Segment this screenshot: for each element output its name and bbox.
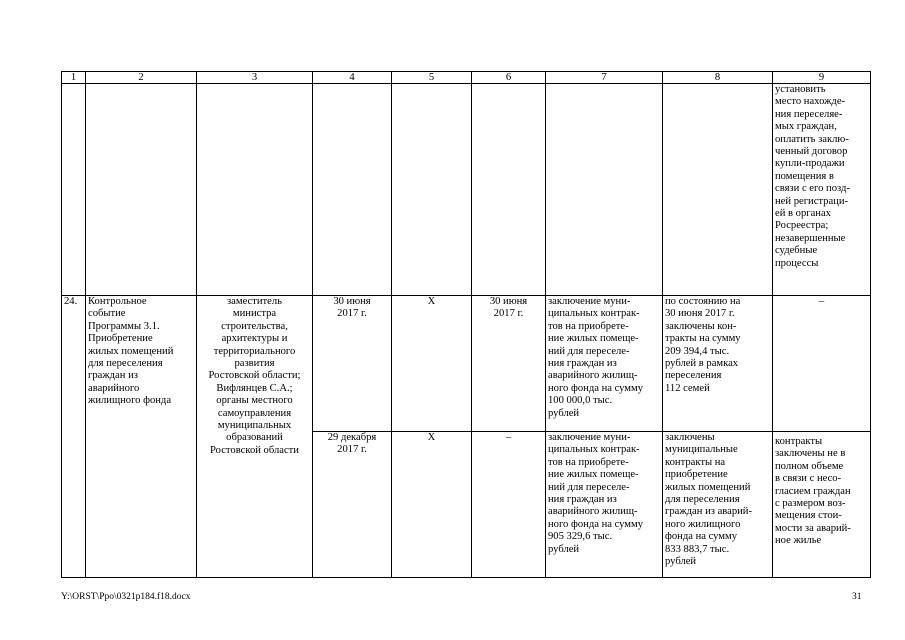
file-path: Y:\ORST\Ppo\0321p184.f18.docx <box>61 592 191 602</box>
column-header-9: 9 <box>773 72 871 84</box>
column-header-3: 3 <box>197 72 313 84</box>
column-header-6: 6 <box>472 72 546 84</box>
cell-empty <box>62 84 86 296</box>
actual-result: заключены муниципальные контракты на приобретение жилых помещений для переселения граждан из аварий- ного жилищного фонда на сумму 833 883,7 тыс. рублей <box>663 432 773 578</box>
column-header-2: 2 <box>86 72 197 84</box>
remarks: контракты заключены не в полном объеме в связи с несо- гласием граждан с размером воз- мещения стои- мости за аварий- ное жилье <box>773 432 871 578</box>
planned-result: заключение муни- ципальных контрак- тов на приобрете- ние жилых помеще- ний для переселе- ния граждан из аварийного жилищ- ного фонда на сумму 100 000,0 тыс. рублей <box>546 296 663 432</box>
x-mark: Х <box>392 296 472 432</box>
cell-empty <box>663 84 773 296</box>
x-mark: Х <box>392 432 472 578</box>
deadline-actual: 30 июня 2017 г. <box>472 296 546 432</box>
column-header-4: 4 <box>313 72 392 84</box>
header-row <box>62 72 871 84</box>
table-row-24a <box>62 296 871 432</box>
deadline-plan: 29 декабря 2017 г. <box>313 432 392 578</box>
remarks: – <box>773 296 871 432</box>
column-header-5: 5 <box>392 72 472 84</box>
column-header-8: 8 <box>663 72 773 84</box>
continuation-row <box>62 84 871 296</box>
page-number: 31 <box>852 592 862 602</box>
row-number: 24. <box>62 296 86 578</box>
program-table <box>61 71 871 578</box>
cell-empty <box>546 84 663 296</box>
actual-result: по состоянию на 30 июня 2017 г. заключены кон- тракты на сумму 209 394,4 тыс. рублей в рамках переселения 112 семей <box>663 296 773 432</box>
deadline-actual: – <box>472 432 546 578</box>
cell-empty <box>197 84 313 296</box>
continuation-remarks: установить место нахожде- ния переселяе- мых граждан, оплатить заклю- ченный договор купли-продажи помещения в связи с его позд- ней регистраци- ей в органах Росреестра; незавершенные судебные процессы <box>773 84 871 296</box>
responsible-party: заместитель министра строительства, архитектуры и территориального развития Ростовской области; Вифлянцев С.А.; органы местного самоуправления муниципальных образований Ростовской области <box>197 296 313 578</box>
planned-result: заключение муни- ципальных контрак- тов на приобрете- ние жилых помеще- ний для переселе- ния граждан из аварийного жилищ- ного фонда на сумму 905 329,6 тыс. рублей <box>546 432 663 578</box>
event-name: Контрольное событие Программы 3.1. Приобретение жилых помещений для переселения граждан из аварийного жилищного фонда <box>86 296 197 578</box>
cell-empty <box>472 84 546 296</box>
column-header-7: 7 <box>546 72 663 84</box>
cell-empty <box>392 84 472 296</box>
column-header-1: 1 <box>62 72 86 84</box>
deadline-plan: 30 июня 2017 г. <box>313 296 392 432</box>
cell-empty <box>313 84 392 296</box>
cell-empty <box>86 84 197 296</box>
